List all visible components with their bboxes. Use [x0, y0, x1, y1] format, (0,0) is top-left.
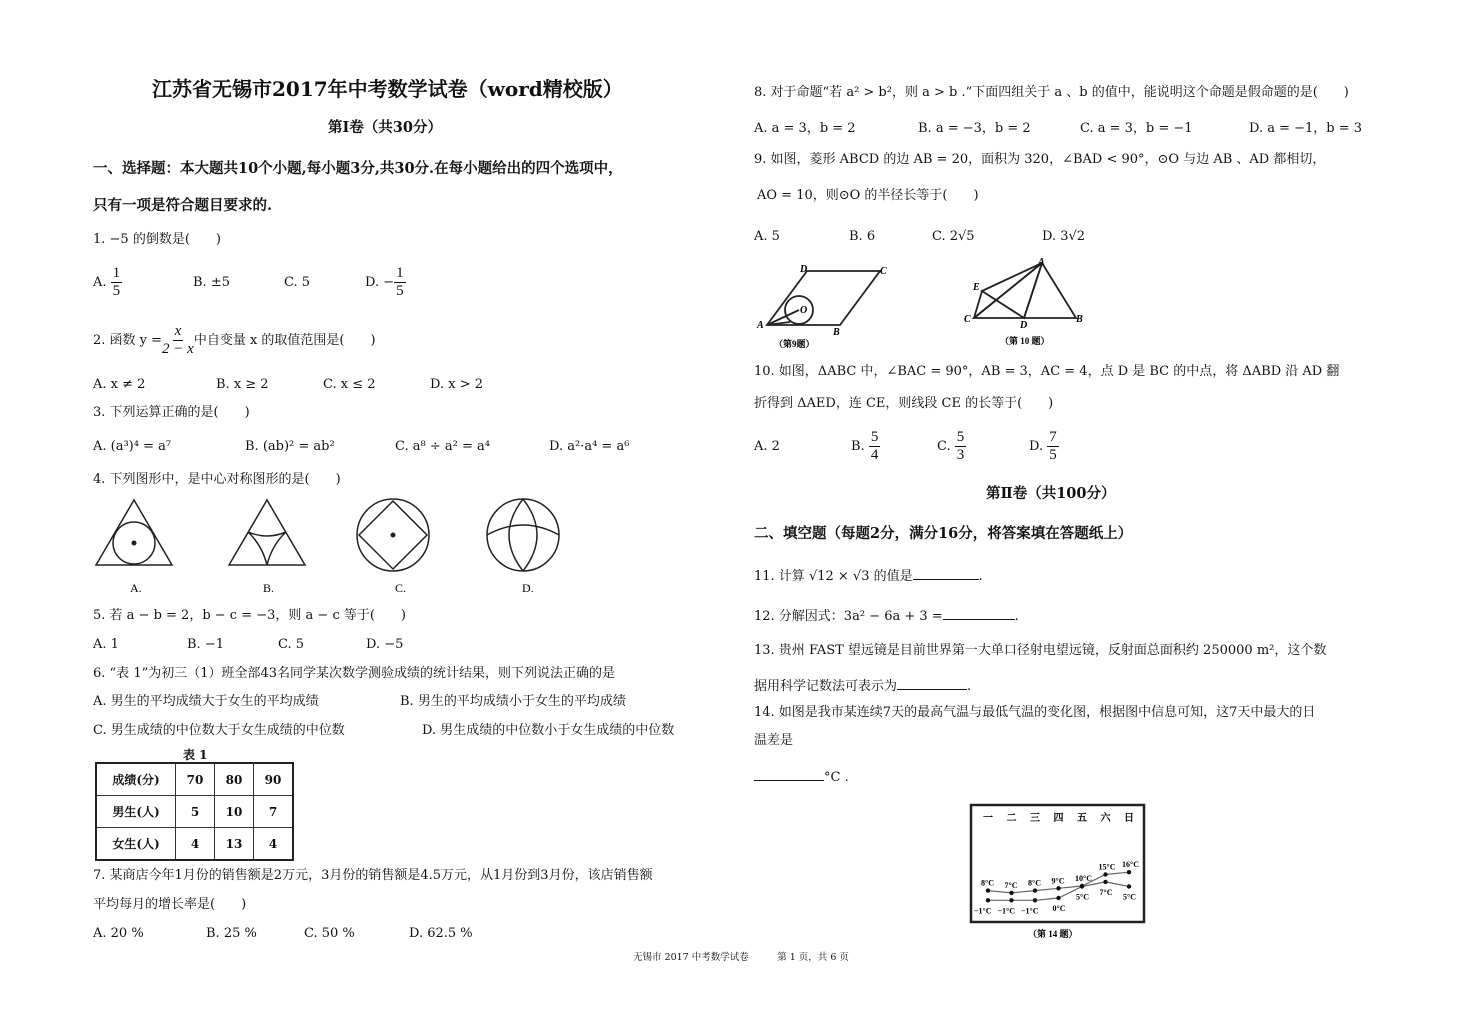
- q8-stem: 8. 对于命题“若 a² > b²，则 a > b .”下面四组关于 a 、b 的值中，能说明这个命题是假命题的是( ): [754, 85, 1349, 100]
- high-temp-label: 7°C: [1004, 880, 1018, 890]
- high-temp-point: [1103, 872, 1107, 876]
- table-row: [96, 828, 293, 861]
- q7-option-d: D. 62.5 %: [409, 926, 473, 941]
- figure-d-circle-arcs: [487, 499, 559, 571]
- q7-line2: 平均每月的增长率是( ): [93, 897, 247, 912]
- vertex-label: C: [964, 314, 971, 325]
- denominator: 4: [870, 447, 879, 463]
- low-temp-label: −1°C: [997, 906, 1016, 916]
- q2-option-d: D. x > 2: [430, 377, 483, 392]
- table1-caption: 表 1: [183, 748, 208, 762]
- q5-option-a: A. 1: [93, 637, 119, 652]
- figure-caption: （第9题）: [774, 339, 815, 349]
- q6-option-b: B. 男生的平均成绩小于女生的平均成绩: [400, 694, 626, 709]
- unit: °C .: [824, 770, 849, 785]
- denominator: 2 − x: [162, 341, 194, 357]
- table-cell: 10: [215, 796, 254, 828]
- table-cell: 男生(人): [96, 796, 176, 828]
- q5-stem: 5. 若 a − b = 2，b − c = −3，则 a − c 等于( ): [93, 608, 407, 623]
- q9-line1: 9. 如图，菱形 ABCD 的边 AB = 20，面积为 320，∠BAD < 90°，⊙O 与边 AB 、AD 都相切，: [754, 152, 1326, 167]
- option-label: A.: [93, 275, 107, 290]
- table-cell: 70: [176, 763, 215, 796]
- q9-line2: AO = 10，则⊙O 的半径长等于( ): [757, 188, 979, 203]
- q9-option-c: C. 2√5: [932, 229, 975, 244]
- day-label: 五: [1077, 813, 1087, 824]
- q1-option-b: B. ±5: [193, 275, 230, 290]
- q1-option-d: [365, 265, 406, 300]
- high-temp-point: [986, 888, 990, 892]
- section1-line1: 一、选择题：本大题共10个小题,每小题3分,共30分.在每小题给出的四个选项中，: [93, 160, 623, 177]
- q10-option-a: A. 2: [754, 439, 780, 454]
- q2-option-b: B. x ≥ 2: [216, 377, 269, 392]
- table-cell: 13: [215, 828, 254, 861]
- figure-caption: （第 10 题）: [1000, 336, 1050, 346]
- vertex-label: A: [1038, 258, 1045, 268]
- table-cell: 5: [176, 796, 215, 828]
- period: .: [1014, 609, 1019, 624]
- day-label: 四: [1053, 813, 1064, 824]
- numerator: 5: [956, 429, 965, 445]
- q2-pre: 2. 函数 y =: [93, 333, 163, 348]
- part2-heading: 第Ⅱ卷（共100分）: [986, 485, 1116, 502]
- q10-option-b: [851, 429, 880, 464]
- high-temp-point: [1033, 888, 1037, 892]
- part1-heading: 第Ⅰ卷（共30分）: [328, 119, 442, 136]
- q5-option-b: B. −1: [187, 637, 224, 652]
- q13-stem: 据用科学记数法可表示为: [754, 679, 898, 694]
- vertex-label: B: [833, 327, 840, 338]
- q10-option-c: [937, 429, 966, 464]
- table-cell: 4: [254, 828, 294, 861]
- table-cell: 4: [176, 828, 215, 861]
- low-temp-label: 5°C: [1123, 892, 1136, 902]
- denominator: 5: [1049, 447, 1057, 463]
- table-cell: 80: [215, 763, 254, 796]
- low-temp-point: [1080, 884, 1084, 888]
- figure-caption: （第 14 题）: [1028, 929, 1078, 939]
- low-temp-point: [1009, 898, 1013, 902]
- table-cell: 7: [254, 796, 294, 828]
- high-temp-label: 8°C: [981, 878, 994, 888]
- figure-c-circle-square: [357, 499, 429, 571]
- day-label: 六: [1100, 813, 1111, 824]
- q7-option-b: B. 25 %: [206, 926, 257, 941]
- section1-line2: 只有一项是符合题目要求的.: [93, 197, 273, 214]
- q14-answer-blank: [754, 766, 824, 781]
- low-temp-label: 7°C: [1099, 887, 1113, 897]
- low-temp-label: −1°C: [1021, 906, 1039, 916]
- low-temp-point: [1033, 898, 1037, 902]
- table-row: [96, 763, 293, 796]
- q6-stem: 6. “表 1”为初三（1）班全部43名同学某次数学测验成绩的统计结果，则下列说法正确的是: [93, 666, 616, 681]
- q2-stem: [93, 323, 376, 358]
- high-temp-point: [1127, 870, 1131, 874]
- option-label: B.: [851, 439, 865, 454]
- high-temp-label: 8°C: [1028, 878, 1041, 888]
- q6-option-a: A. 男生的平均成绩大于女生的平均成绩: [93, 694, 319, 709]
- vertex-label: C: [880, 266, 887, 277]
- numerator: 5: [870, 429, 879, 445]
- q4-figures: [90, 495, 560, 600]
- q9-option-b: B. 6: [849, 229, 876, 244]
- low-temp-point: [1127, 884, 1131, 888]
- page-footer: 无锡市 2017 中考数学试卷 第 1 页，共 6 页: [633, 952, 849, 963]
- period: .: [978, 569, 983, 584]
- q8-option-a: A. a = 3，b = 2: [754, 121, 856, 136]
- vertex-label: B: [1076, 314, 1083, 325]
- q9-figure-rhombus: [752, 258, 902, 350]
- option-label: C.: [937, 439, 951, 454]
- q4-stem: 4. 下列图形中，是中心对称图形的是( ): [93, 472, 341, 487]
- denominator: 5: [112, 283, 121, 299]
- q14-line1: 14. 如图是我市某连续7天的最高气温与最低气温的变化图，根据图中信息可知，这7天中最大的日: [754, 705, 1316, 720]
- high-temp-point: [1056, 886, 1060, 890]
- q10-line1: 10. 如图，ΔABC 中，∠BAC = 90°，AB = 3，AC = 4，点 D 是 BC 的中点，将 ΔABD 沿 AD 翻: [754, 364, 1340, 379]
- q12-answer-blank: [943, 605, 1015, 620]
- table-cell: 成绩(分): [96, 763, 176, 796]
- table-cell: 90: [254, 763, 294, 796]
- table-row: [96, 796, 293, 828]
- day-label: 二: [1006, 813, 1017, 824]
- high-temp-label: 15°C: [1098, 862, 1116, 872]
- center-label: O: [800, 305, 808, 316]
- q8-option-b: B. a = −3，b = 2: [918, 121, 1031, 136]
- figure-d-label: D.: [522, 581, 534, 595]
- q14-answer: [754, 766, 849, 787]
- q11-stem: 11. 计算 √12 × √3 的值是: [754, 569, 913, 584]
- q13-line2: [754, 675, 971, 696]
- day-label: 一: [983, 813, 993, 824]
- vertex-label: D: [1020, 320, 1028, 331]
- q10-figure-triangle: [960, 258, 1095, 350]
- high-temp-point: [1009, 891, 1013, 895]
- figure-a-label: A.: [130, 581, 142, 595]
- q10-option-d: [1029, 429, 1059, 464]
- denominator: 3: [956, 447, 965, 463]
- page-title: 江苏省无锡市2017年中考数学试卷（word精校版）: [152, 77, 623, 101]
- option-label: D. −: [365, 275, 395, 290]
- numerator: 1: [396, 265, 404, 281]
- q2-post: 中自变量 x 的取值范围是( ): [193, 333, 376, 348]
- figure-b-triangle-arcs: [229, 500, 305, 565]
- q1-option-a: [93, 265, 122, 300]
- low-temp-label: 5°C: [1076, 892, 1089, 902]
- q13-answer-blank: [897, 675, 967, 690]
- figure-c-label: C.: [395, 581, 407, 595]
- q8-option-c: C. a = 3，b = −1: [1080, 121, 1193, 136]
- q12-stem: 12. 分解因式：3a² − 6a + 3 =: [754, 609, 943, 624]
- q13-line1: 13. 贵州 FAST 望远镜是目前世界第一大单口径射电望远镜，反射面总面积约 250000 m²，这个数: [754, 643, 1327, 658]
- q12: [754, 605, 1019, 626]
- q9-option-d: D. 3√2: [1042, 229, 1086, 244]
- q2-option-c: C. x ≤ 2: [323, 377, 376, 392]
- score-table: [95, 762, 294, 861]
- q7-option-a: A. 20 %: [93, 926, 144, 941]
- q14-temperature-figure: [968, 803, 1148, 943]
- high-temp-label: 9°C: [1051, 876, 1065, 886]
- q3-option-a: A. (a³)⁴ = a⁷: [93, 439, 172, 454]
- numerator: 1: [112, 265, 121, 281]
- low-temp-label: −1°C: [974, 906, 992, 916]
- day-label: 三: [1030, 813, 1040, 824]
- day-label: 日: [1124, 813, 1134, 824]
- q3-option-d: D. a²·a⁴ = a⁶: [549, 439, 630, 454]
- denominator: 5: [396, 283, 404, 299]
- q7-option-c: C. 50 %: [304, 926, 355, 941]
- low-temp-point: [986, 898, 990, 902]
- period: .: [967, 679, 972, 694]
- vertex-label: E: [973, 282, 980, 293]
- q3-stem: 3. 下列运算正确的是( ): [93, 405, 250, 420]
- q9-option-a: A. 5: [754, 229, 780, 244]
- q1-option-c: C. 5: [284, 275, 311, 290]
- q3-option-c: C. a⁸ ÷ a² = a⁴: [395, 439, 490, 454]
- q8-option-d: D. a = −1，b = 3: [1249, 121, 1363, 136]
- q6-option-d: D. 男生成绩的中位数小于女生成绩的中位数: [422, 723, 675, 738]
- q11: [754, 565, 983, 586]
- q11-answer-blank: [913, 565, 979, 580]
- q2-option-a: A. x ≠ 2: [93, 377, 146, 392]
- high-temp-label: 16°C: [1122, 860, 1139, 870]
- table-cell: 女生(人): [96, 828, 176, 861]
- option-label: D.: [1029, 439, 1044, 454]
- low-temp-label: 0°C: [1052, 904, 1066, 913]
- high-temp-label: 10°C: [1075, 874, 1092, 883]
- vertex-label: D: [800, 264, 808, 275]
- q5-option-c: C. 5: [278, 637, 305, 652]
- vertex-label: A: [757, 320, 764, 331]
- numerator: 7: [1049, 429, 1057, 445]
- q6-option-c: C. 男生成绩的中位数大于女生成绩的中位数: [93, 723, 345, 738]
- q3-option-b: B. (ab)² = ab²: [245, 439, 335, 454]
- q7-line1: 7. 某商店今年1月份的销售额是2万元，3月份的销售额是4.5万元，从1月份到3月份，该店销售额: [93, 868, 653, 883]
- figure-a-triangle-incircle: [96, 500, 172, 565]
- low-temp-point: [1103, 880, 1107, 884]
- q5-option-d: D. −5: [366, 637, 404, 652]
- section2-heading: 二、填空题（每题2分，满分16分，将答案填在答题纸上）: [754, 525, 1133, 542]
- figure-b-label: B.: [263, 581, 275, 595]
- numerator: x: [174, 323, 182, 339]
- q10-line2: 折得到 ΔAED，连 CE，则线段 CE 的长等于( ): [754, 396, 1054, 411]
- q14-line2: 温差是: [754, 733, 794, 748]
- q1-stem: 1. −5 的倒数是( ): [93, 232, 221, 247]
- low-temp-point: [1056, 896, 1060, 900]
